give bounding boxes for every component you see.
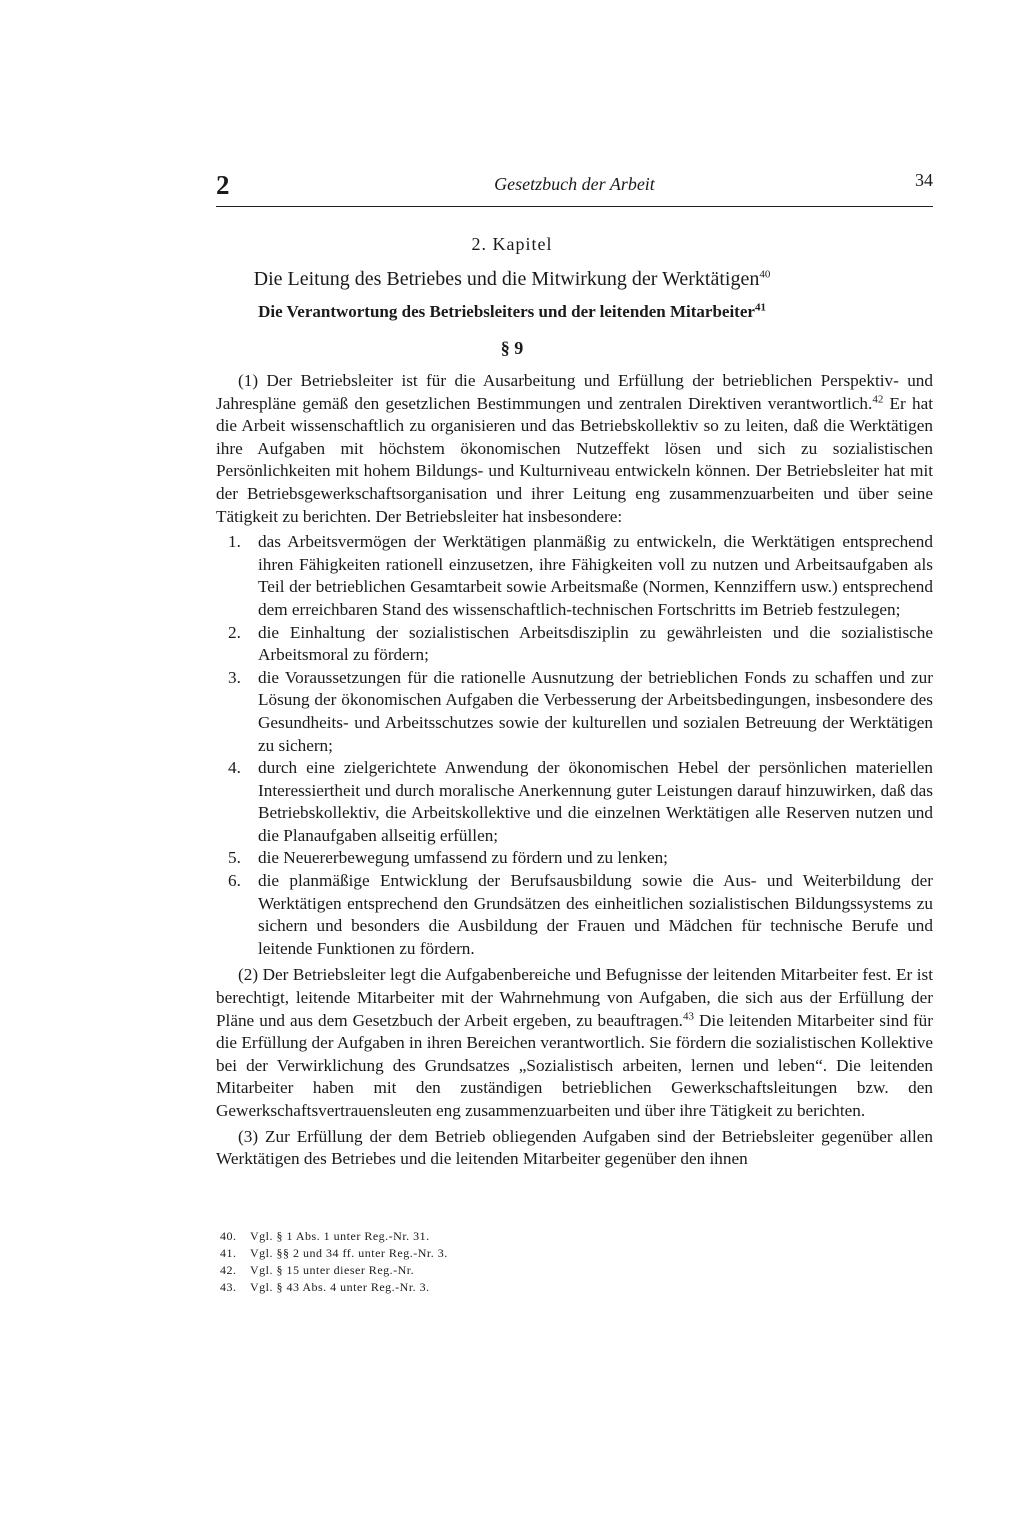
list-item-text: die Voraussetzungen für die rationelle Ausnutzung der betrieblichen Fonds zu schaffen und zur Lösung der ökonomischen Aufgaben die Verbesserung der Arbeitsbedingungen, insbesondere des Gesundheits- und Arbeitsschutzes sowie der kulturellen und sozialen Betreuung der Werktätigen zu sichern; [258, 667, 933, 755]
chapter-title-text: Die Leitung des Betriebes und die Mitwirkung der Werktätigen [253, 268, 760, 290]
footnotes [220, 1228, 820, 1296]
list-item-number: 5. [228, 848, 241, 868]
list-item [216, 870, 933, 960]
section-subtitle-text: Die Verantwortung des Betriebsleiters und der leitenden Mitarbeiter [258, 302, 755, 321]
paragraph-1-text-a: (1) Der Betriebsleiter ist für die Ausarbeitung und Erfüllung der betrieblichen Perspektiv- und Jahrespläne gemäß den gesetzlichen Bestimmungen und zentralen Direktiven verantwortlich. [216, 371, 933, 413]
paragraph-1-text-b: Er hat die Arbeit wissenschaftlich zu organisieren und das Betriebskollektiv so zu leiten, daß die Werktätigen ihre Aufgaben mit höchstem ökonomischen Nutzeffekt lösen und sich zu sozialistischen Persönlichkeiten mit hohem Bildungs- und Kulturniveau entwickeln können. Der Betriebsleiter hat mit der Betriebsgewerkschaftsorganisation und ihrer Leitung eng zusammenzuarbeiten und über seine Tätigkeit zu berichten. Der Betriebsleiter hat insbesondere: [216, 393, 933, 526]
footnote [220, 1279, 820, 1296]
footnote-number: 43. [220, 1280, 237, 1294]
list-item [216, 667, 933, 757]
chapter-label: 2. Kapitel [471, 234, 553, 254]
list-item-text: die Einhaltung der sozialistischen Arbeitsdisziplin zu gewährleisten und die sozialistische Arbeitsmoral zu fördern; [258, 622, 933, 665]
paragraph-1 [216, 370, 933, 528]
paragraph-3: (3) Zur Erfüllung der dem Betrieb obliegenden Aufgaben sind der Betriebsleiter gegenüber allen Werktätigen des Betriebes und die leitenden Mitarbeiter gegenüber den ihnen [216, 1126, 933, 1169]
section-number: § 9 [500, 338, 524, 358]
footnote-ref-43: 43 [682, 1009, 694, 1022]
footnote-text: Vgl. § 1 Abs. 1 unter Reg.-Nr. 31. [250, 1229, 430, 1243]
footnote [220, 1228, 820, 1245]
list-item-number: 4. [228, 758, 241, 778]
footnote-text: Vgl. § 15 unter dieser Reg.-Nr. [250, 1263, 415, 1277]
list-item [216, 531, 933, 621]
list-item-number: 1. [228, 532, 241, 552]
list-item [216, 757, 933, 847]
footnote-text: Vgl. § 43 Abs. 4 unter Reg.-Nr. 3. [250, 1280, 430, 1294]
paragraph-2-text-a: (2) Der Betriebsleiter legt die Aufgabenbereiche und Befugnisse der leitenden Mitarbeiter fest. Er ist berechtigt, leitende Mitarbeiter mit der Wahrnehmung von Aufgaben, die sich aus der Erfüllung der Pläne und aus dem Gesetzbuch der Arbeit ergeben, zu beauftragen. [216, 965, 933, 1030]
footnote-text: Vgl. §§ 2 und 34 ff. unter Reg.-Nr. 3. [250, 1246, 448, 1260]
list-item-text: die Neuererbewegung umfassend zu fördern und zu lenken; [258, 848, 668, 868]
list-item-text: die planmäßige Entwicklung der Berufsausbildung sowie die Aus- und Weiterbildung der Werktätigen entsprechend den Grundsätzen des einheitlichen sozialistischen Bildungssystems zu sichern und besonders die Ausbildung der Frauen und Mädchen für technische Berufe und leitende Funktionen zu fördern. [258, 871, 933, 958]
chapter-title [0, 268, 1024, 291]
section-subtitle [0, 302, 1024, 322]
footnote [220, 1245, 820, 1262]
footnote [220, 1262, 820, 1279]
duties-list [216, 531, 933, 960]
list-item-number: 2. [228, 622, 241, 642]
list-item-number: 6. [228, 871, 241, 891]
list-item-text: durch eine zielgerichtete Anwendung der ökonomischen Hebel der persönlichen materiellen Interessiertheit und durch moralische Anerkennung guter Leistungen darauf hinzuwirken, daß das Betriebskollektiv, die Arbeitskollektive und die einzelnen Werktätigen alle Reserven nutzen und die Planaufgaben allseitig erfüllen; [258, 758, 933, 845]
paragraph-2-text-b: Die leitenden Mitarbeiter sind für die Erfüllung der Aufgaben in ihren Bereichen verantwortlich. Sie fördern die sozialistischen Kollektive bei der Verwirklichung des Grundsatzes „Sozialistisch arbeiten, lernen und leben“. Die leitenden Mitarbeiter haben mit den zuständigen betrieblichen Gewerkschaftsleitungen bzw. den Gewerkschaftsvertrauensleuten eng zusammenzuarbeiten und über ihre Tätigkeit zu berichten. [216, 1010, 934, 1120]
list-item-text: das Arbeitsvermögen der Werktätigen planmäßig zu entwickeln, die Werktätigen entsprechend ihren Fähigkeiten rationell einzusetzen, ihre Fähigkeiten voll zu nutzen und Arbeitsaufgaben als Teil der betrieblichen Gesamtarbeit sowie Arbeitsmaße (Normen, Kennziffern usw.) entsprechend dem erreichbaren Stand des wissenschaftlich-technischen Fortschritts im Betrieb festzulegen; [258, 532, 933, 619]
chapter-number: 2 [216, 170, 230, 200]
paragraph-2 [216, 964, 933, 1122]
footnote-number: 41. [220, 1246, 237, 1260]
footnote-ref-40: 40 [759, 268, 771, 281]
running-header [216, 168, 933, 207]
list-item-number: 3. [228, 667, 241, 687]
list-item [216, 622, 933, 667]
footnote-number: 40. [220, 1229, 237, 1243]
footnote-ref-41: 41 [754, 301, 766, 314]
list-item [216, 847, 933, 870]
footnote-number: 42. [220, 1263, 237, 1277]
main-text [216, 370, 933, 1174]
running-title: Gesetzbuch der Arbeit [494, 174, 655, 194]
page-number: 34 [915, 170, 933, 190]
footnote-ref-42: 42 [872, 392, 884, 405]
